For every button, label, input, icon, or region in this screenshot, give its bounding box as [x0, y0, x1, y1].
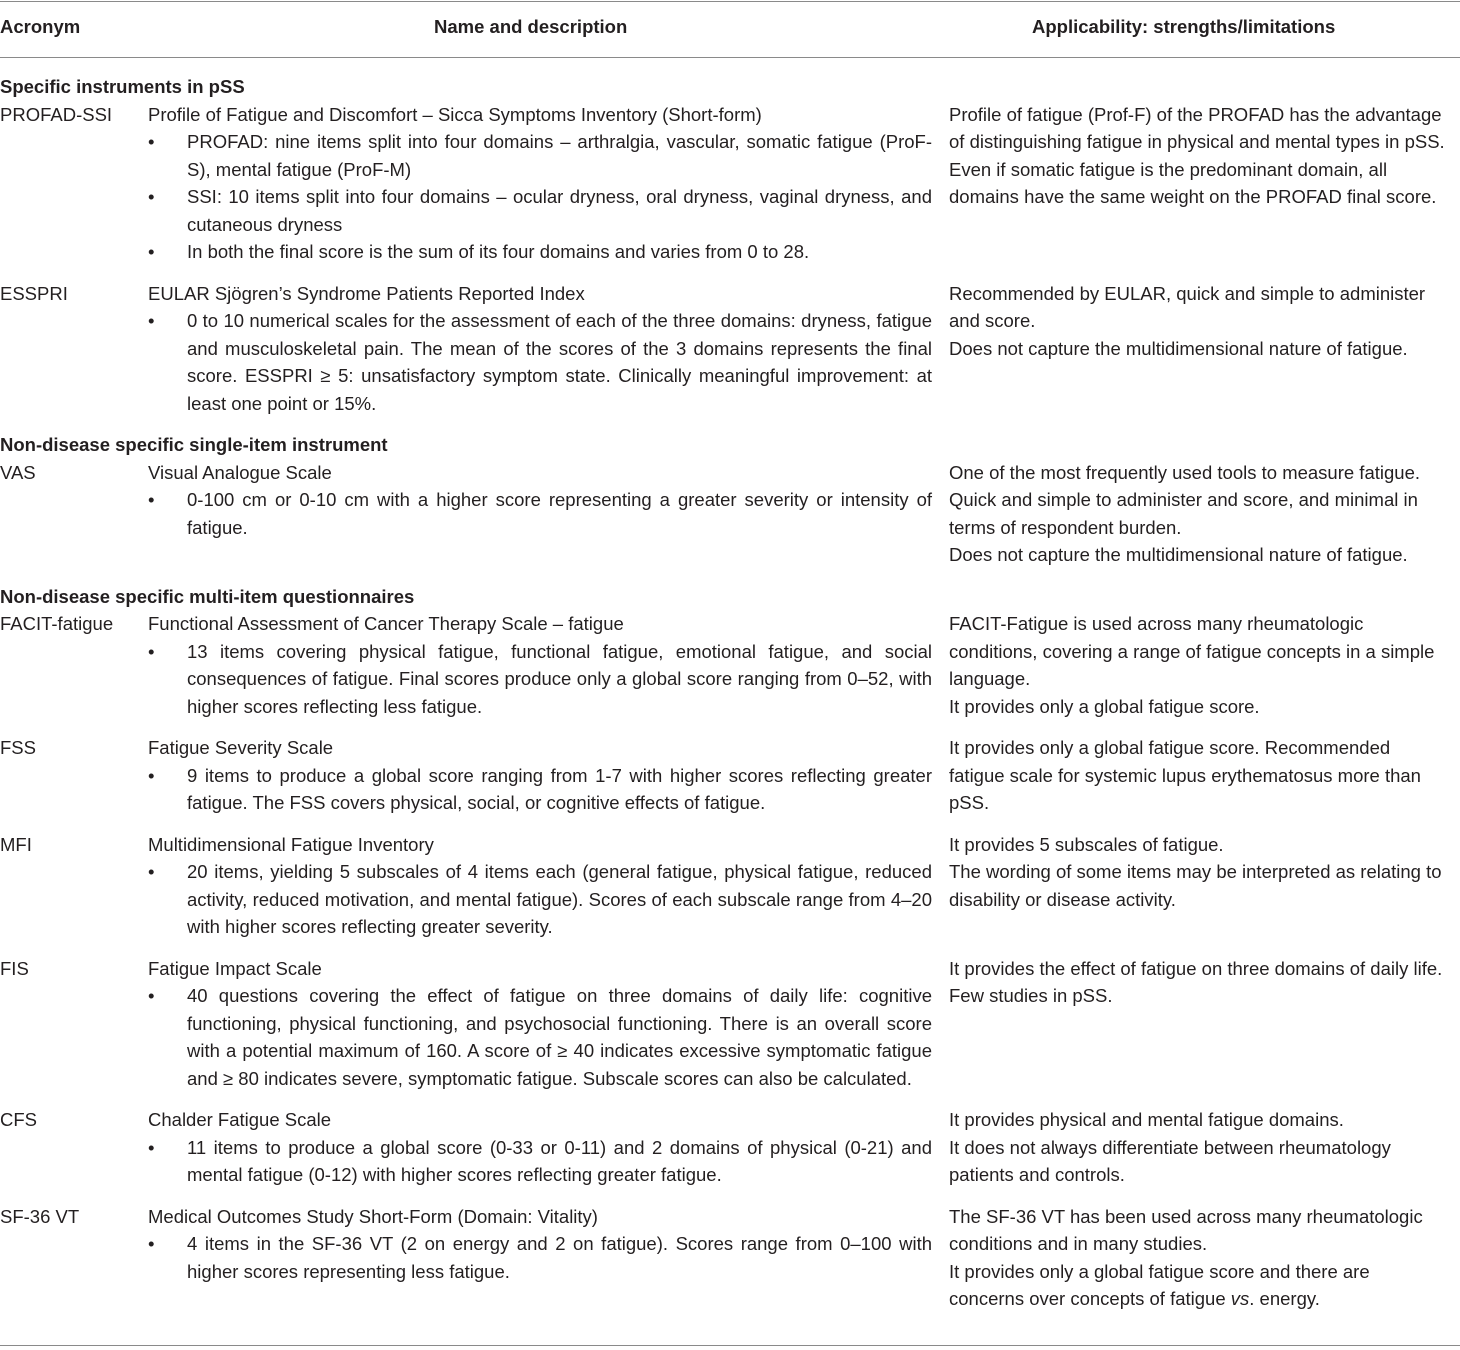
acronym-cell: ESSPRI — [0, 282, 68, 304]
bullet-text: 20 items, yielding 5 subscales of 4 items each (general fatigue, physical fatigue, reduced activity, reduced motivation, and mental fatigue). Scores of each subscale range from 4–20 with higher scores reflecting greater severity. — [187, 861, 932, 937]
bullet-text: 4 items in the SF-36 VT (2 on energy and 2 on fatigue). Scores range from 0–100 with higher scores representing less fatigue. — [187, 1233, 932, 1282]
bullet-text: In both the final score is the sum of its four domains and varies from 0 to 28. — [187, 241, 810, 262]
description-bullet — [148, 1134, 932, 1189]
description-bullet — [148, 638, 932, 721]
name-description-cell — [148, 610, 932, 720]
section-heading: Specific instruments in pSS — [0, 76, 245, 97]
applicability-paragraph: Profile of fatigue (Prof-F) of the PROFAD has the advantage of distinguishing fatigue in physical and mental types in pSS. — [949, 103, 1445, 152]
acronym-cell: FACIT-fatigue — [0, 613, 114, 634]
instrument-name: Medical Outcomes Study Short-Form (Domain: Vitality) — [148, 1205, 598, 1227]
instrument-name: Fatigue Impact Scale — [148, 957, 322, 979]
bullet-text: PROFAD: nine items split into four domains – arthralgia, vascular, somatic fatigue (ProF-S), mental fatigue (ProF-M) — [187, 131, 932, 180]
section-heading: Non-disease specific multi-item questionnaires — [0, 585, 415, 607]
bullet-icon: • — [148, 640, 155, 662]
applicability-paragraph: The wording of some items may be interpreted as relating to disability or disease activity. — [949, 861, 1442, 910]
column-header-name: Name and description — [434, 16, 628, 37]
table-row — [0, 1106, 1460, 1189]
applicability-cell — [949, 734, 1449, 817]
applicability-paragraph: Few studies in pSS. — [949, 985, 1113, 1006]
applicability-paragraph: It provides only a global fatigue score. — [949, 695, 1260, 717]
acronym-cell: VAS — [0, 461, 36, 483]
name-description-cell — [148, 734, 932, 817]
table-row — [0, 831, 1460, 941]
bullet-icon: • — [148, 861, 155, 882]
table-header — [0, 16, 1460, 40]
applicability-cell — [949, 831, 1449, 941]
header-rule — [0, 57, 1460, 58]
applicability-paragraph: It provides only a global fatigue score. Recommended fatigue scale for systemic lupus erythematosus more than pSS. — [949, 737, 1421, 813]
description-bullet — [148, 1230, 932, 1285]
bullet-text: SSI: 10 items split into four domains – ocular dryness, oral dryness, vaginal dryness, and cutaneous dryness — [187, 186, 932, 235]
applicability-cell — [949, 280, 1449, 418]
applicability-paragraph: It provides physical and mental fatigue domains. — [949, 1109, 1344, 1130]
description-bullet — [148, 982, 932, 1092]
applicability-paragraph: FACIT-Fatigue is used across many rheumatologic conditions, covering a range of fatigue concepts in a simple language. — [949, 613, 1435, 689]
table-body — [0, 73, 1460, 1313]
applicability-paragraph: One of the most frequently used tools to measure fatigue. Quick and simple to administer and score, and minimal in terms of respondent burden. — [949, 461, 1420, 538]
acronym-cell: PROFAD-SSI — [0, 103, 113, 125]
bullet-icon: • — [148, 131, 155, 152]
bullet-icon: • — [148, 310, 155, 331]
applicability-cell — [949, 101, 1449, 266]
table-row — [0, 734, 1460, 817]
applicability-cell — [949, 955, 1449, 1093]
table-row — [0, 955, 1460, 1093]
applicability-paragraph: Recommended by EULAR, quick and simple to administer and score. — [949, 282, 1426, 331]
applicability-cell — [949, 459, 1449, 569]
table-top-rule — [0, 1, 1460, 2]
bullet-text: 0 to 10 numerical scales for the assessment of each of the three domains: dryness, fatigue and musculoskeletal pain. The mean of the scores of the 3 domains represents the final score. ESSPRI ≥ 5: unsatisfactory symptom state. Clinically meaningful improvement: at least one point or 15%. — [187, 310, 932, 414]
table-row — [0, 459, 1460, 569]
bullet-icon: • — [148, 1136, 155, 1158]
table-row — [0, 280, 1460, 418]
description-bullet — [148, 238, 932, 266]
instrument-name: EULAR Sjögren’s Syndrome Patients Reported Index — [148, 282, 585, 304]
applicability-cell — [949, 1203, 1449, 1313]
acronym-cell: FSS — [0, 737, 36, 758]
name-description-cell — [148, 280, 932, 418]
section-heading: Non-disease specific single-item instrument — [0, 434, 388, 455]
applicability-paragraph: It does not always differentiate between rheumatology patients and controls. — [949, 1136, 1391, 1185]
acronym-cell: FIS — [0, 957, 29, 979]
bullet-icon: • — [148, 241, 155, 262]
table-row — [0, 1203, 1460, 1313]
bullet-text: 9 items to produce a global score ranging from 1-7 with higher scores reflecting greater fatigue. The FSS covers physical, social, or cognitive effects of fatigue. — [187, 764, 932, 813]
bullet-text: 11 items to produce a global score (0-33 or 0-11) and 2 domains of physical (0-21) and mental fatigue (0-12) with higher scores reflecting greater fatigue. — [187, 1136, 932, 1185]
description-bullet — [148, 858, 932, 941]
description-bullet — [148, 307, 932, 417]
bullet-icon: • — [148, 1233, 155, 1254]
applicability-paragraph: It provides only a global fatigue score and there are concerns over concepts of fatigue vs. energy. — [949, 1260, 1370, 1309]
description-bullet — [148, 486, 932, 541]
instrument-name: Visual Analogue Scale — [148, 461, 332, 483]
name-description-cell — [148, 831, 932, 941]
acronym-cell: MFI — [0, 833, 32, 855]
description-bullet — [148, 128, 932, 183]
name-description-cell — [148, 1203, 932, 1313]
name-description-cell — [148, 1106, 932, 1189]
table-bottom-rule — [0, 1345, 1460, 1346]
bullet-icon: • — [148, 489, 155, 510]
column-header-applicability: Applicability: strengths/limitations — [1032, 16, 1336, 37]
column-header-acronym: Acronym — [0, 16, 81, 37]
applicability-paragraph: Even if somatic fatigue is the predominant domain, all domains have the same weight on the PROFAD final score. — [949, 158, 1437, 207]
bullet-text: 13 items covering physical fatigue, functional fatigue, emotional fatigue, and social consequences of fatigue. Final scores produce only a global score ranging from 0–52, with higher scores reflecting less fatigue. — [187, 640, 932, 717]
applicability-paragraph: Does not capture the multidimensional nature of fatigue. — [949, 337, 1408, 359]
bullet-text: 40 questions covering the effect of fatigue on three domains of daily life: cognitive functioning, physical functioning, and psychosocial functioning. There is an overall score with a potential maximum of 160. A score of ≥ 40 indicates excessive symptomatic fatigue and ≥ 80 indicates severe, symptomatic fatigue. Subscale scores can also be calculated. — [187, 985, 932, 1089]
bullet-icon: • — [148, 764, 155, 786]
applicability-paragraph: The SF-36 VT has been used across many rheumatologic conditions and in many studies. — [949, 1205, 1423, 1254]
applicability-cell — [949, 610, 1449, 720]
instrument-name: Profile of Fatigue and Discomfort – Sicca Symptoms Inventory (Short-form) — [148, 103, 762, 125]
instrument-name: Fatigue Severity Scale — [148, 737, 334, 758]
description-bullet — [148, 762, 932, 817]
instrument-name: Multidimensional Fatigue Inventory — [148, 833, 434, 855]
acronym-cell: SF-36 VT — [0, 1205, 80, 1227]
table-row — [0, 610, 1460, 720]
applicability-paragraph: Does not capture the multidimensional nature of fatigue. — [949, 544, 1408, 565]
instrument-name: Chalder Fatigue Scale — [148, 1109, 332, 1130]
applicability-cell — [949, 1106, 1449, 1189]
name-description-cell — [148, 955, 932, 1093]
bullet-icon: • — [148, 186, 155, 207]
description-bullet — [148, 183, 932, 238]
instrument-name: Functional Assessment of Cancer Therapy Scale – fatigue — [148, 613, 624, 634]
acronym-cell: CFS — [0, 1109, 37, 1130]
applicability-paragraph: It provides the effect of fatigue on three domains of daily life. — [949, 957, 1443, 979]
applicability-paragraph: It provides 5 subscales of fatigue. — [949, 833, 1224, 855]
name-description-cell — [148, 459, 932, 569]
bullet-text: 0-100 cm or 0-10 cm with a higher score representing a greater severity or intensity of fatigue. — [187, 489, 932, 538]
name-description-cell — [148, 101, 932, 266]
bullet-icon: • — [148, 985, 155, 1006]
table-row — [0, 101, 1460, 266]
